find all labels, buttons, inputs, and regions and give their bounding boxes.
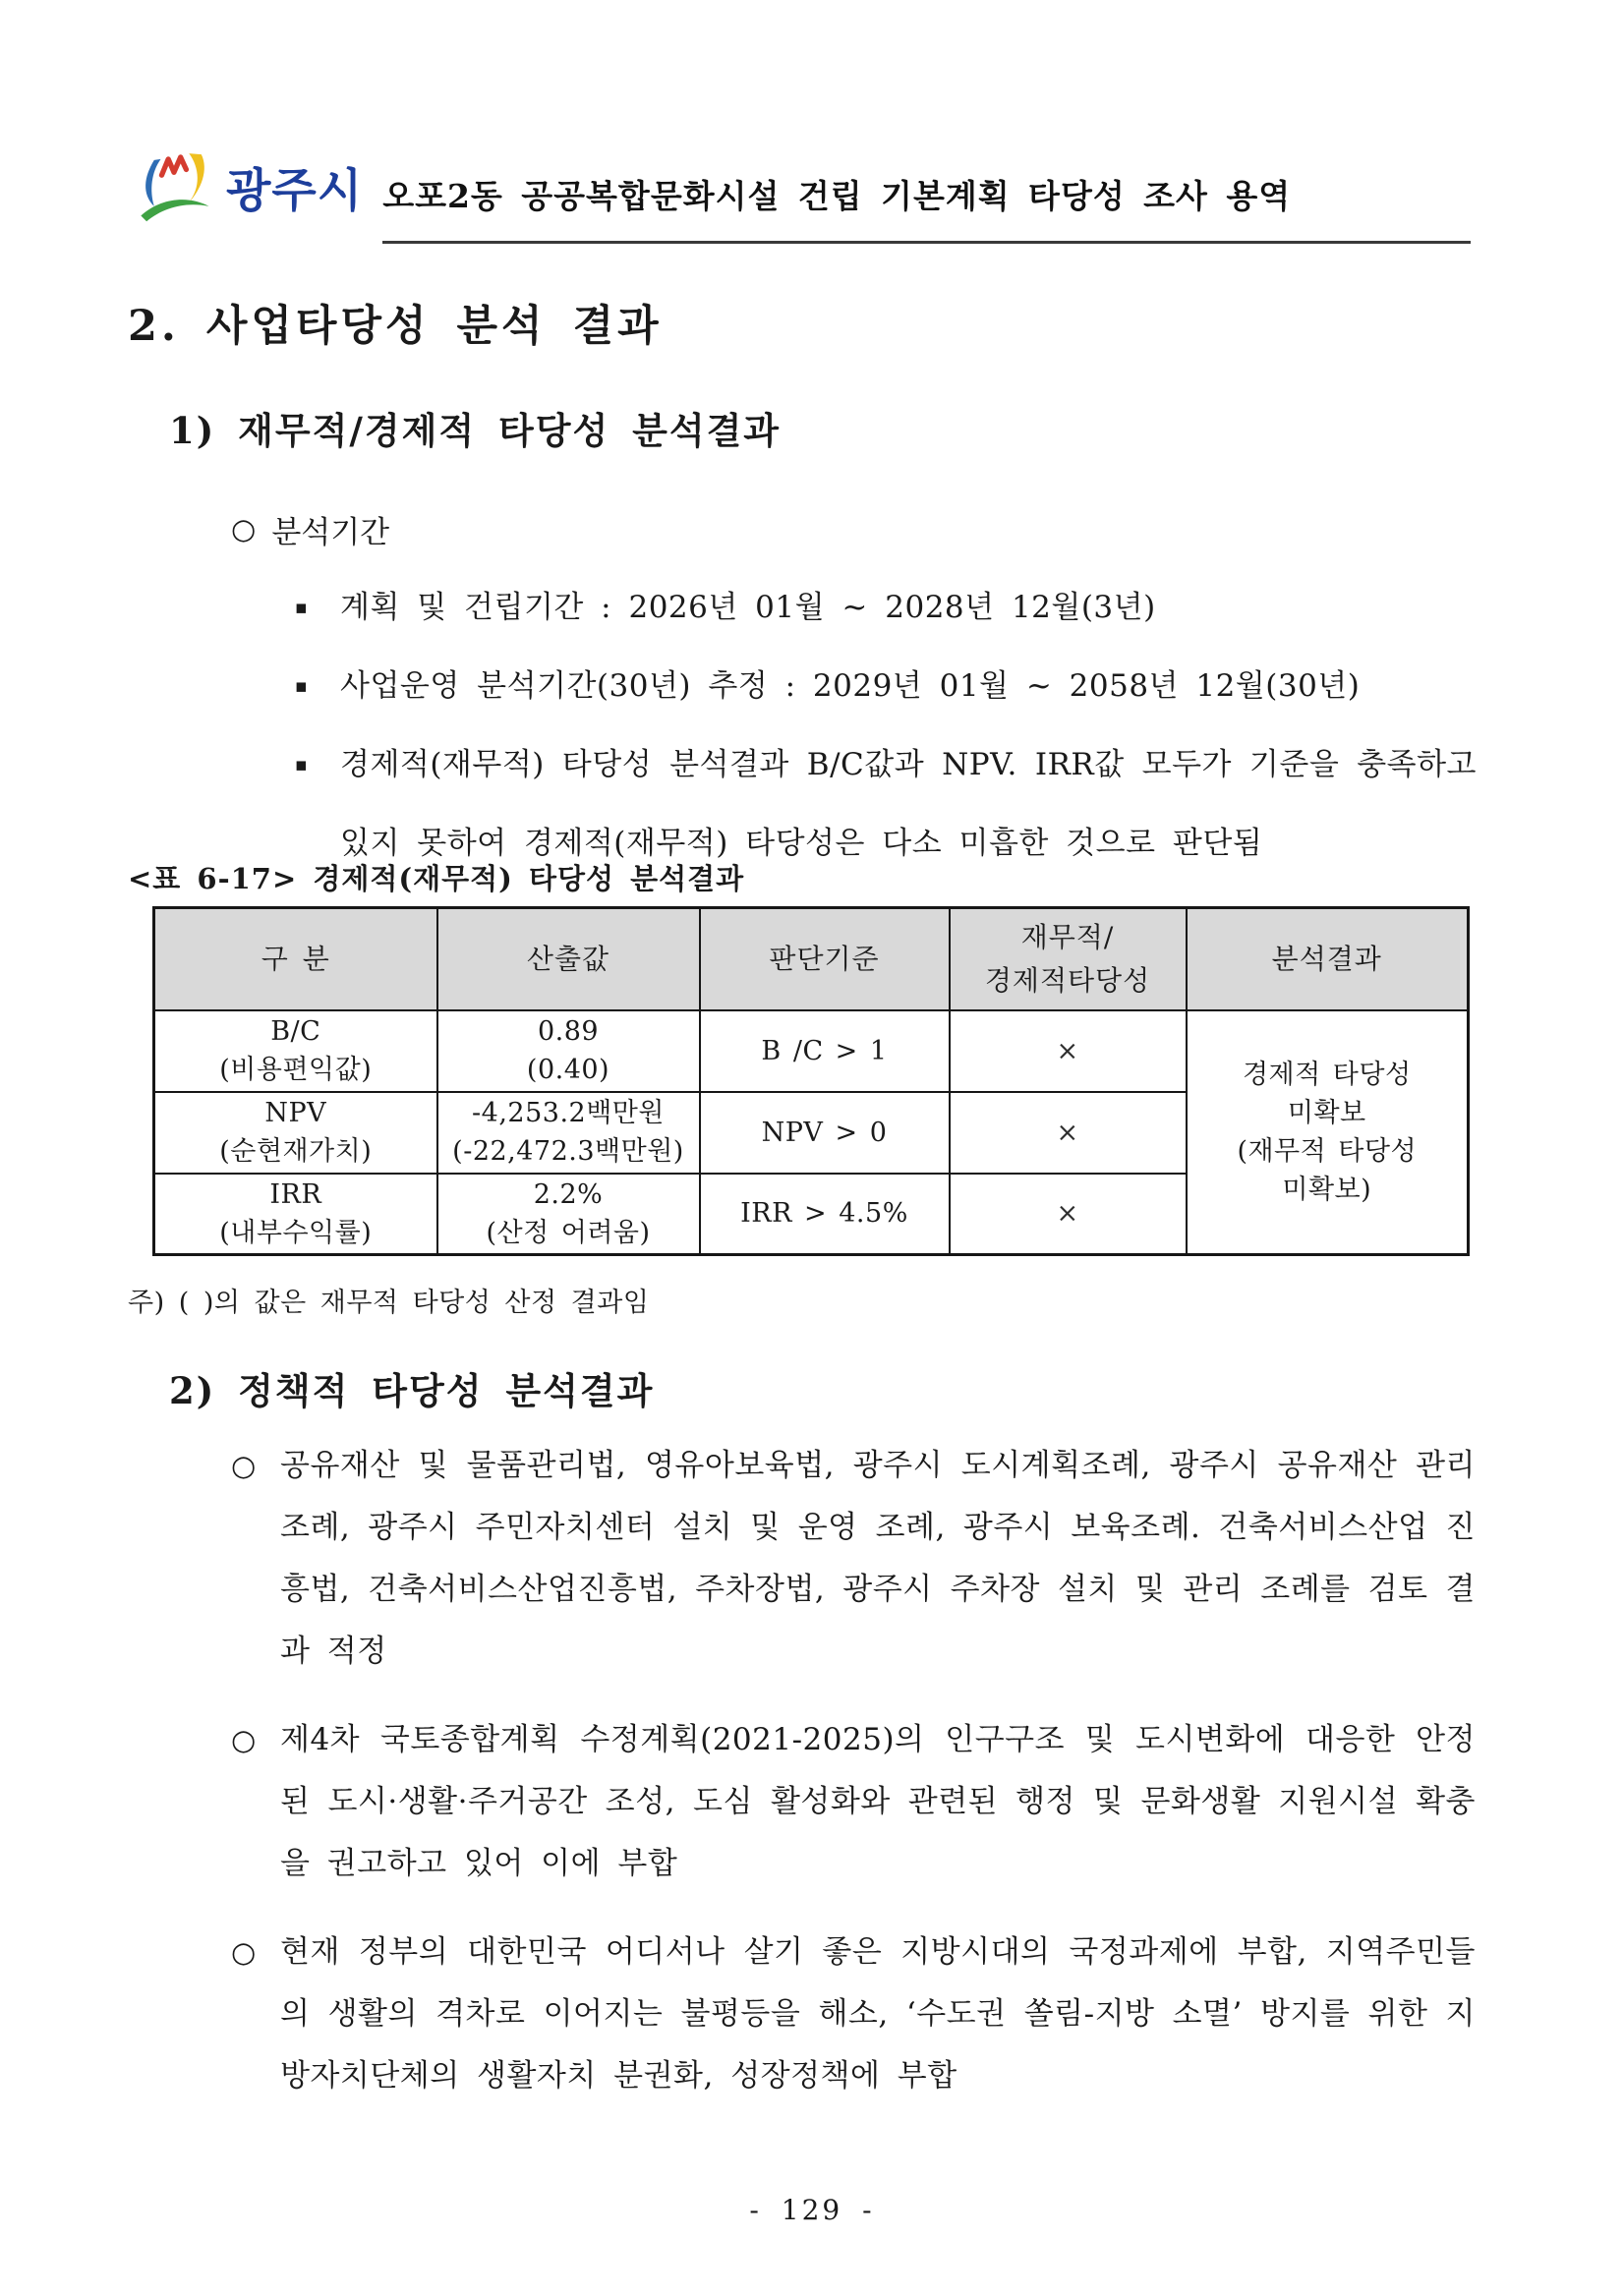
header-title-underline: [382, 145, 1471, 244]
cell-irr-label: IRR (내부수익률): [154, 1174, 437, 1255]
list-item-text: 계획 및 건립기간 : 2026년 01월 ~ 2028년 12월(3년): [340, 590, 1156, 625]
cell-analysis-result: 경제적 타당성 미확보 (재무적 타당성 미확보): [1187, 1010, 1469, 1255]
table-footnote: 주) ( )의 값은 재무적 타당성 산정 결과임: [128, 1288, 650, 1318]
cell-npv-feasibility: ×: [950, 1092, 1187, 1174]
cell-irr-feasibility: ×: [950, 1174, 1187, 1255]
square-bullet-icon: ▪: [295, 754, 308, 775]
cell-npv-criteria: NPV > 0: [700, 1092, 950, 1174]
cell-bc-value: 0.89 (0.40): [437, 1010, 700, 1092]
policy-paragraph: [231, 1922, 1476, 2107]
logo-city-name: 광주시: [226, 164, 364, 218]
circle-bullet-icon: ○: [231, 1449, 257, 1482]
subsection2-heading: 2) 정책적 타당성 분석결과: [169, 1369, 655, 1412]
cell-npv-label: NPV (순현재가치): [154, 1092, 437, 1174]
gwangju-city-logo-icon: [126, 145, 220, 238]
column-header-feasibility: [950, 908, 1187, 1010]
policy-paragraph-text: 공유재산 및 물품관리법, 영유아보육법, 광주시 도시계획조례, 광주시 공유재산 관리조례, 광주시 주민자치센터 설치 및 운영 조례, 광주시 보육조례. 건축서비스산업 진흥법, 건축서비스산업진흥법, 주차장법, 광주시 주차장 설치 및 관리 조례를 검토 결과 적정: [280, 1448, 1476, 1669]
document-title: 오포2동 공공복합문화시설 건립 기본계획 타당성 조사 용역: [382, 177, 1292, 215]
list-item: [295, 568, 1477, 647]
policy-paragraph-list: [231, 1435, 1476, 2134]
cell-bc-label: B/C (비용편익값): [154, 1010, 437, 1092]
table-row-bc: [154, 1010, 1469, 1092]
section-heading: 2. 사업타당성 분석 결과: [128, 302, 663, 351]
list-item-text: 경제적(재무적) 타당성 분석결과 B/C값과 NPV. IRR값 모두가 기준을 충족하고 있지 못하여 경제적(재무적) 타당성은 다소 미흡한 것으로 판단됨: [340, 747, 1477, 861]
cell-bc-criteria: B /C > 1: [700, 1010, 950, 1092]
page-number: - 129 -: [749, 2194, 875, 2226]
square-bullet-icon: ▪: [295, 597, 308, 618]
cell-irr-value: 2.2% (산정 어려움): [437, 1174, 700, 1255]
cell-bc-feasibility: ×: [950, 1010, 1187, 1092]
cell-irr-criteria: IRR > 4.5%: [700, 1174, 950, 1255]
column-header-feasibility-line1: 재무적/: [1020, 920, 1115, 953]
circle-bullet-icon: ○: [231, 512, 257, 545]
column-header-category: 구 분: [154, 908, 437, 1010]
policy-paragraph-text: 제4차 국토종합계획 수정계획(2021-2025)의 인구구조 및 도시변화에 대응한 안정된 도시·생활·주거공간 조성, 도심 활성화와 관련된 행정 및 문화생활 지원시설 확충을 권고하고 있어 이에 부합: [280, 1722, 1476, 1881]
column-header-result: 분석결과: [1187, 908, 1469, 1010]
analysis-period-label: 분석기간: [271, 515, 390, 550]
policy-paragraph: [231, 1709, 1476, 1895]
table-caption: <표 6-17> 경제적(재무적) 타당성 분석결과: [128, 862, 745, 895]
column-header-criteria: 판단기준: [700, 908, 950, 1010]
list-item: [295, 647, 1477, 725]
column-header-feasibility-line2: 경제적타당성: [984, 963, 1151, 997]
policy-paragraph: [231, 1435, 1476, 1683]
analysis-period-bullet: [231, 507, 389, 551]
policy-paragraph-text: 현재 정부의 대한민국 어디서나 살기 좋은 지방시대의 국정과제에 부합, 지역주민들의 생활의 격차로 이어지는 불평등을 해소, ‘수도권 쏠림-지방 소멸’ 방지를 위한 지방자치단체의 생활자치 분권화, 성장정책에 부합: [280, 1934, 1476, 2094]
subsection1-heading: 1) 재무적/경제적 타당성 분석결과: [169, 409, 782, 452]
column-header-value: 산출값: [437, 908, 700, 1010]
cell-npv-value: -4,253.2백만원 (-22,472.3백만원): [437, 1092, 700, 1174]
analysis-period-list: [295, 568, 1477, 883]
circle-bullet-icon: ○: [231, 1723, 257, 1756]
square-bullet-icon: ▪: [295, 675, 308, 697]
circle-bullet-icon: ○: [231, 1935, 257, 1969]
table-header-row: [154, 908, 1469, 1010]
page-header: [126, 145, 1471, 244]
list-item-text: 사업운영 분석기간(30년) 추정 : 2029년 01월 ~ 2058년 12월(30년): [340, 668, 1361, 704]
feasibility-result-table: [152, 906, 1470, 1256]
